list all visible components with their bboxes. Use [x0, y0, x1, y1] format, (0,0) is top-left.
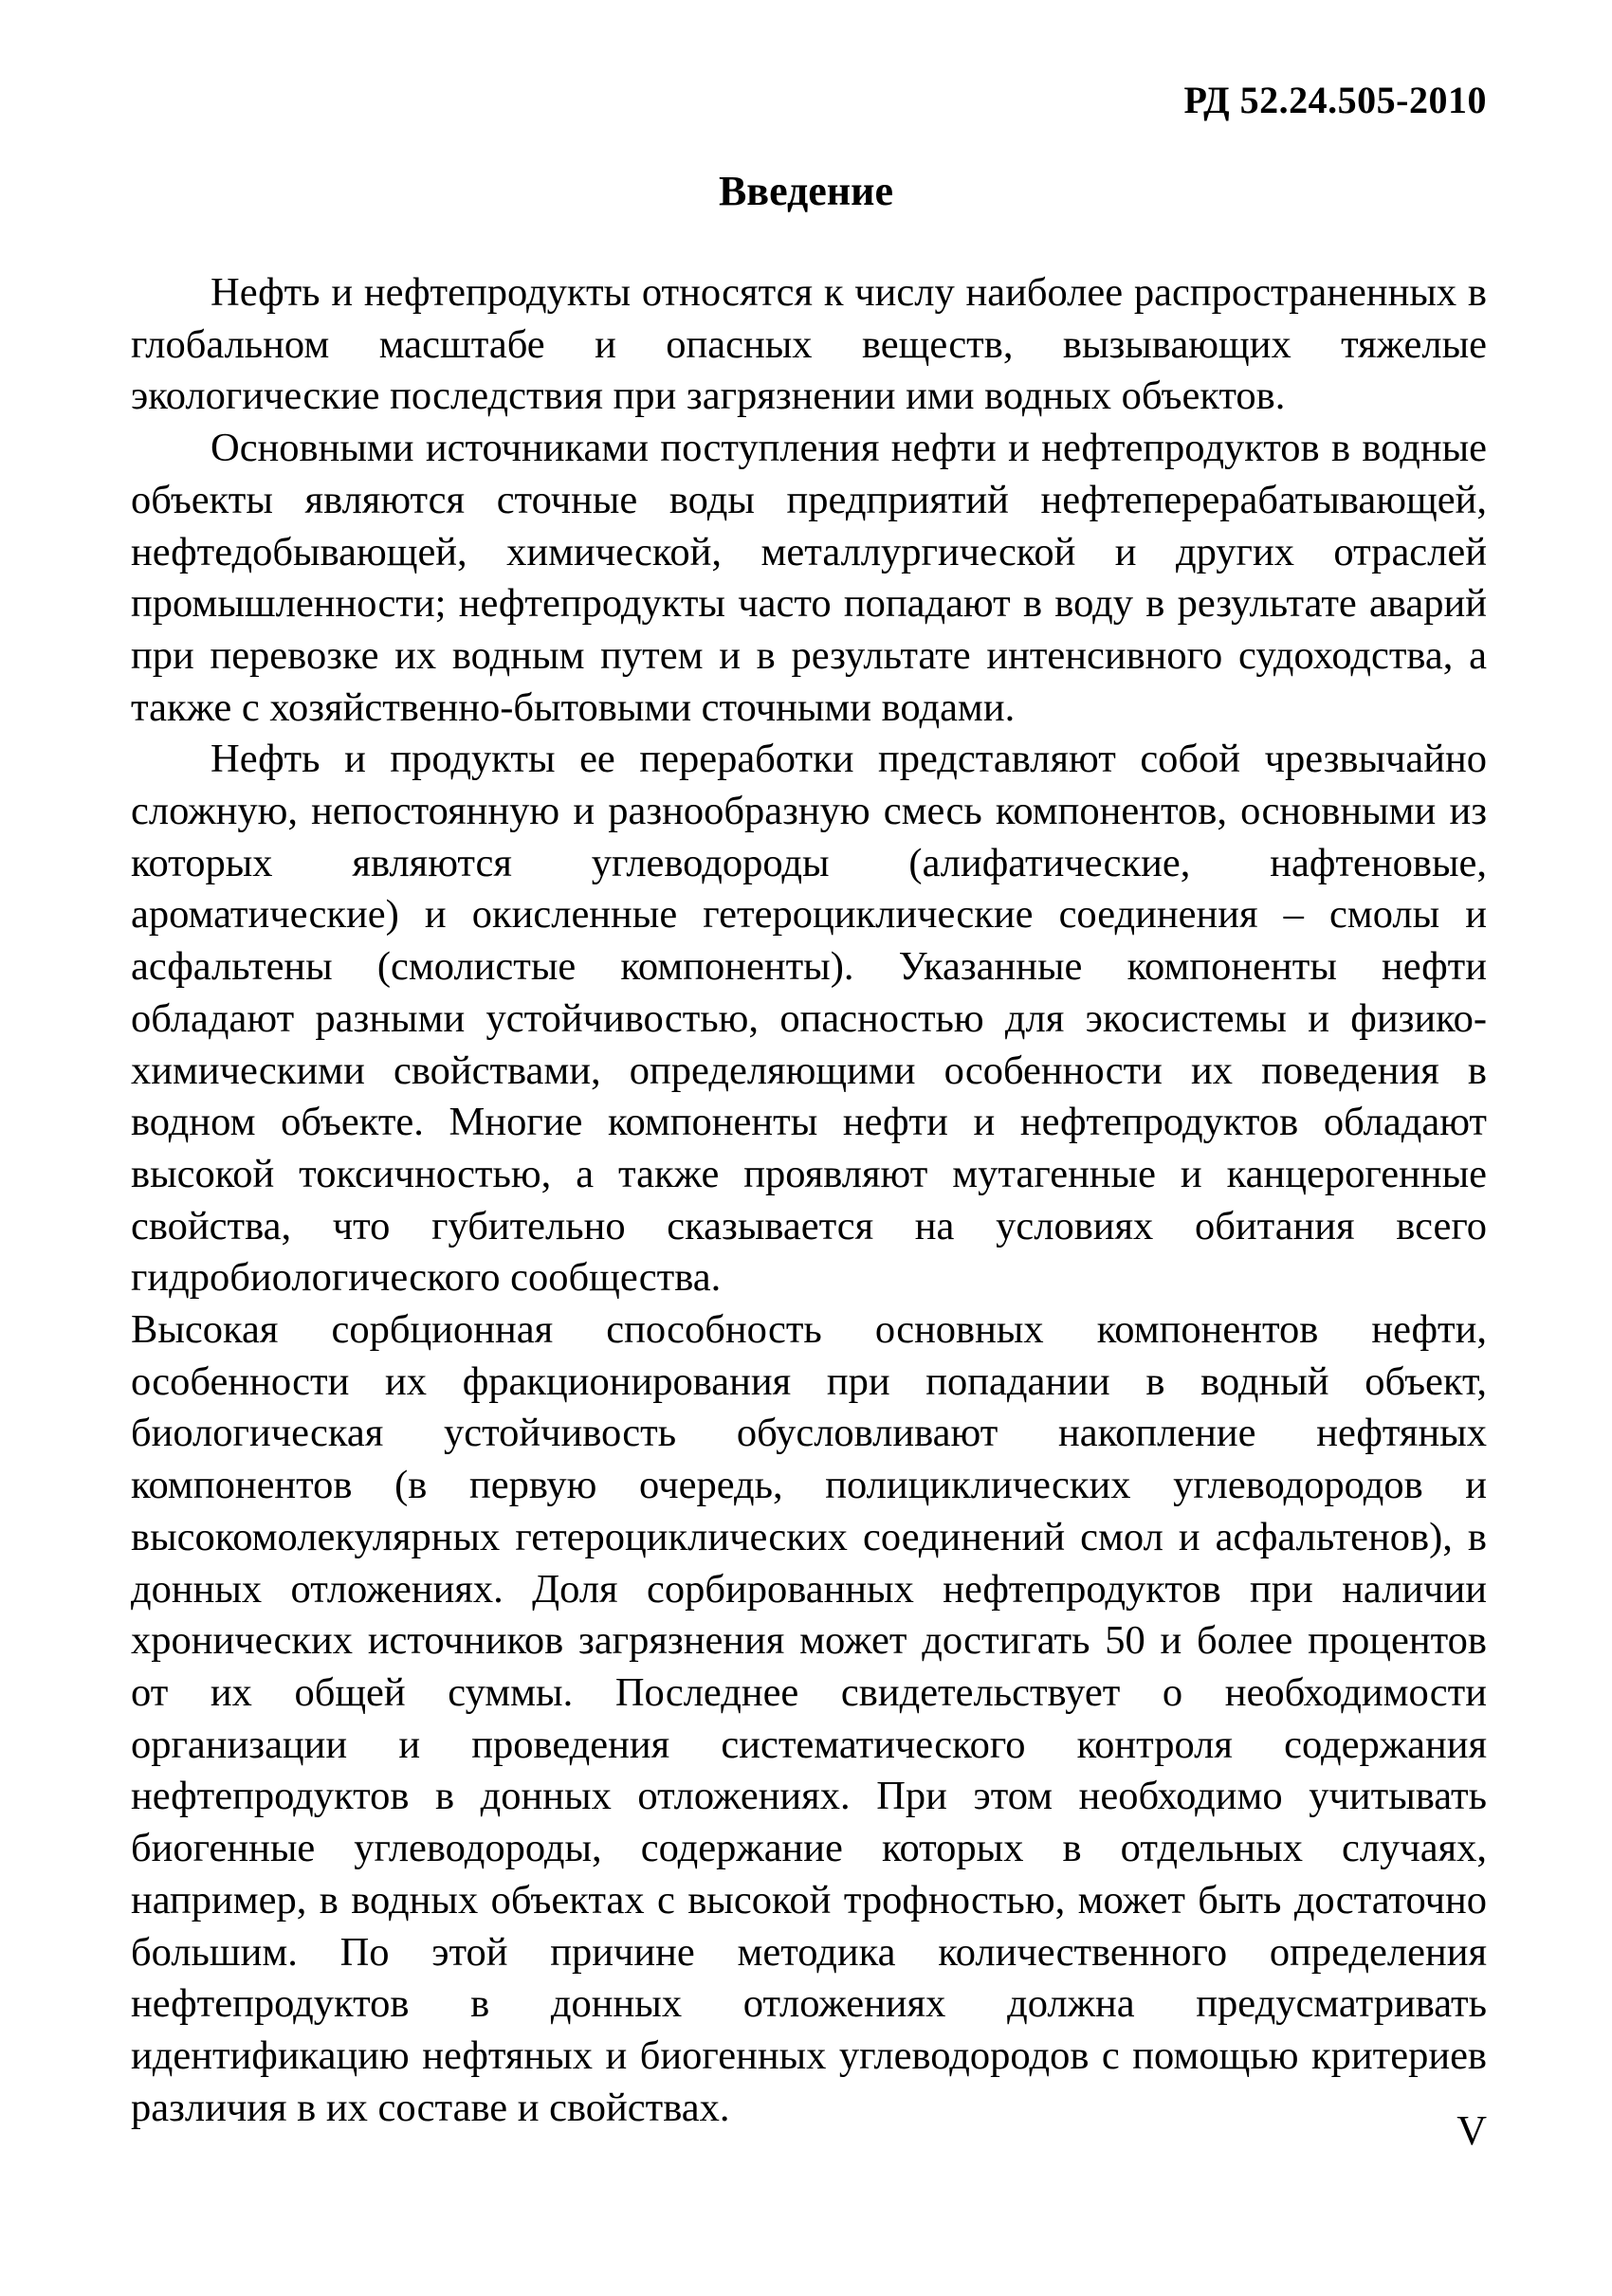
page-title: Введение: [718, 168, 894, 214]
paragraph: Нефть и продукты ее переработки представляют собой чрезвычайно сложную, непостоянную и разнообразную смесь компонентов, основными из которых являются углеводороды (алифатические, нафтеновые, ароматические) и окисленные гетероциклические соединения – смолы и асфальтены (смолистые компоненты). Указанные компоненты нефти обладают разными устойчивостью, опасностью для экосистемы и физико-химическими свойствами, определяющими особенности их поведения в водном объекте. Многие компоненты нефти и нефтепродуктов обладают высокой токсичностью, а также проявляют мутагенные и канцерогенные свойства, что губительно сказывается на условиях обитания всего гидробиологического сообщества.: [131, 737, 1487, 1301]
paragraph: Нефть и нефтепродукты относятся к числу наиболее распространенных в глобальном масштабе и опасных веществ, вызывающих тяжелые экологические последствия при загрязнении ими водных объектов.: [131, 270, 1487, 419]
paragraph: Основными источниками поступления нефти и нефтепродуктов в водные объекты являются сточные воды предприятий нефтеперерабатывающей, нефтедобывающей, химической, металлургической и других отраслей промышленности; нефтепродукты часто попадают в воду в результате аварий при перевозке их водным путем и в результате интенсивного судоходства, а также с хозяйственно-бытовыми сточными водами.: [131, 426, 1487, 730]
paragraph: Высокая сорбционная способность основных компонентов нефти, особенности их фракционирования при попадании в водный объект, биологическая устойчивость обусловливают накопление нефтяных компонентов (в первую очередь, полициклических углеводородов и высокомолекулярных гетероциклических соединений смол и асфальтенов), в донных отложениях. Доля сорбированных нефтепродуктов при наличии хронических источников загрязнения может достигать 50 и более процентов от их общей суммы. Последнее свидетельствует о необходимости организации и проведения систематического контроля содержания нефтепродуктов в донных отложениях. При этом необходимо учитывать биогенные углеводороды, содержание которых в отдельных случаях, например, в водных объектах с высокой трофностью, может быть достаточно большим. По этой причине методика количественного определения нефтепродуктов в донных отложениях должна предусматривать идентификацию нефтяных и биогенных углеводородов с помощью критериев различия в их составе и свойствах.: [131, 1307, 1487, 2130]
body-text: [131, 267, 1487, 2134]
document-code: РД 52.24.505-2010: [1183, 79, 1487, 121]
page-number: V: [1456, 2107, 1487, 2154]
